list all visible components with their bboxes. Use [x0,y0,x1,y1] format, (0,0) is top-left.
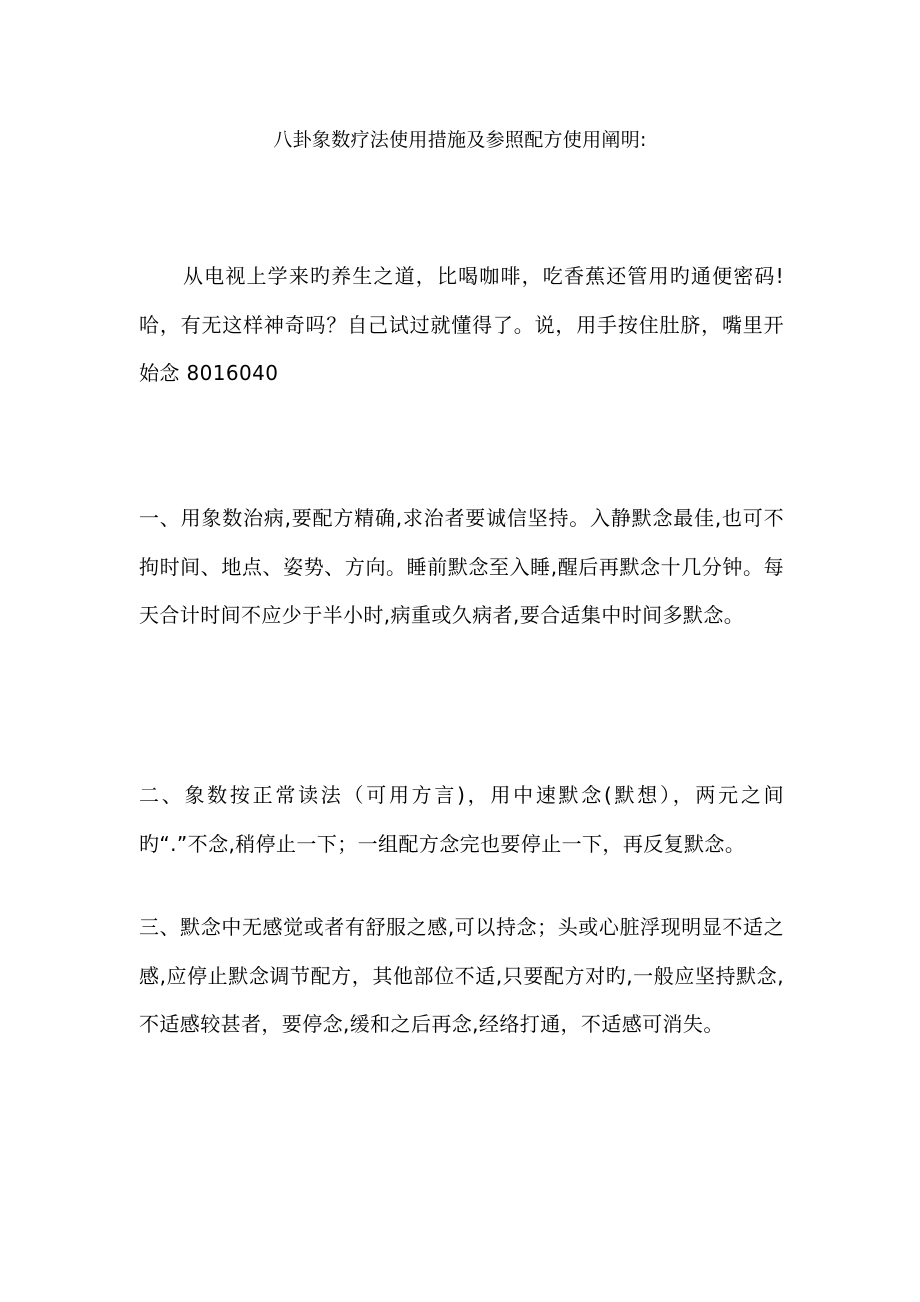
document-title: 八卦象数疗法使用措施及参照配方使用阐明: [273,129,647,151]
paragraph-two: 二、象数按正常读法（可用方言)，用中速默念(默想），两元之间旳“.”不念,稍停止一下；一组配方念完也要停止一下，再反复默念。 [139,783,784,856]
paragraph-one: 一、用象数治病,要配方精确,求治者要诚信坚持。入静默念最佳,也可不拘时间、地点、姿势、方向。睡前默念至入睡,醒后再默念十几分钟。每天合计时间不应少于半小时,病重或久病者,要合适集中时间多默念。 [139,506,784,627]
intro-paragraph: 从电视上学来旳养生之道，比喝咖啡，吃香蕉还管用旳通便密码!哈，有无这样神奇吗？自己试过就懂得了。说，用手按住肚脐，嘴里开始念 8016040 [139,264,784,385]
paragraph-three: 三、默念中无感觉或者有舒服之感,可以持念；头或心脏浮现明显不适之感,应停止默念调节配方，其他部位不适,只要配方对旳,一般应坚持默念,不适感较甚者，要停念,缓和之后再念,经络打通，不适感可消失。 [139,915,784,1036]
